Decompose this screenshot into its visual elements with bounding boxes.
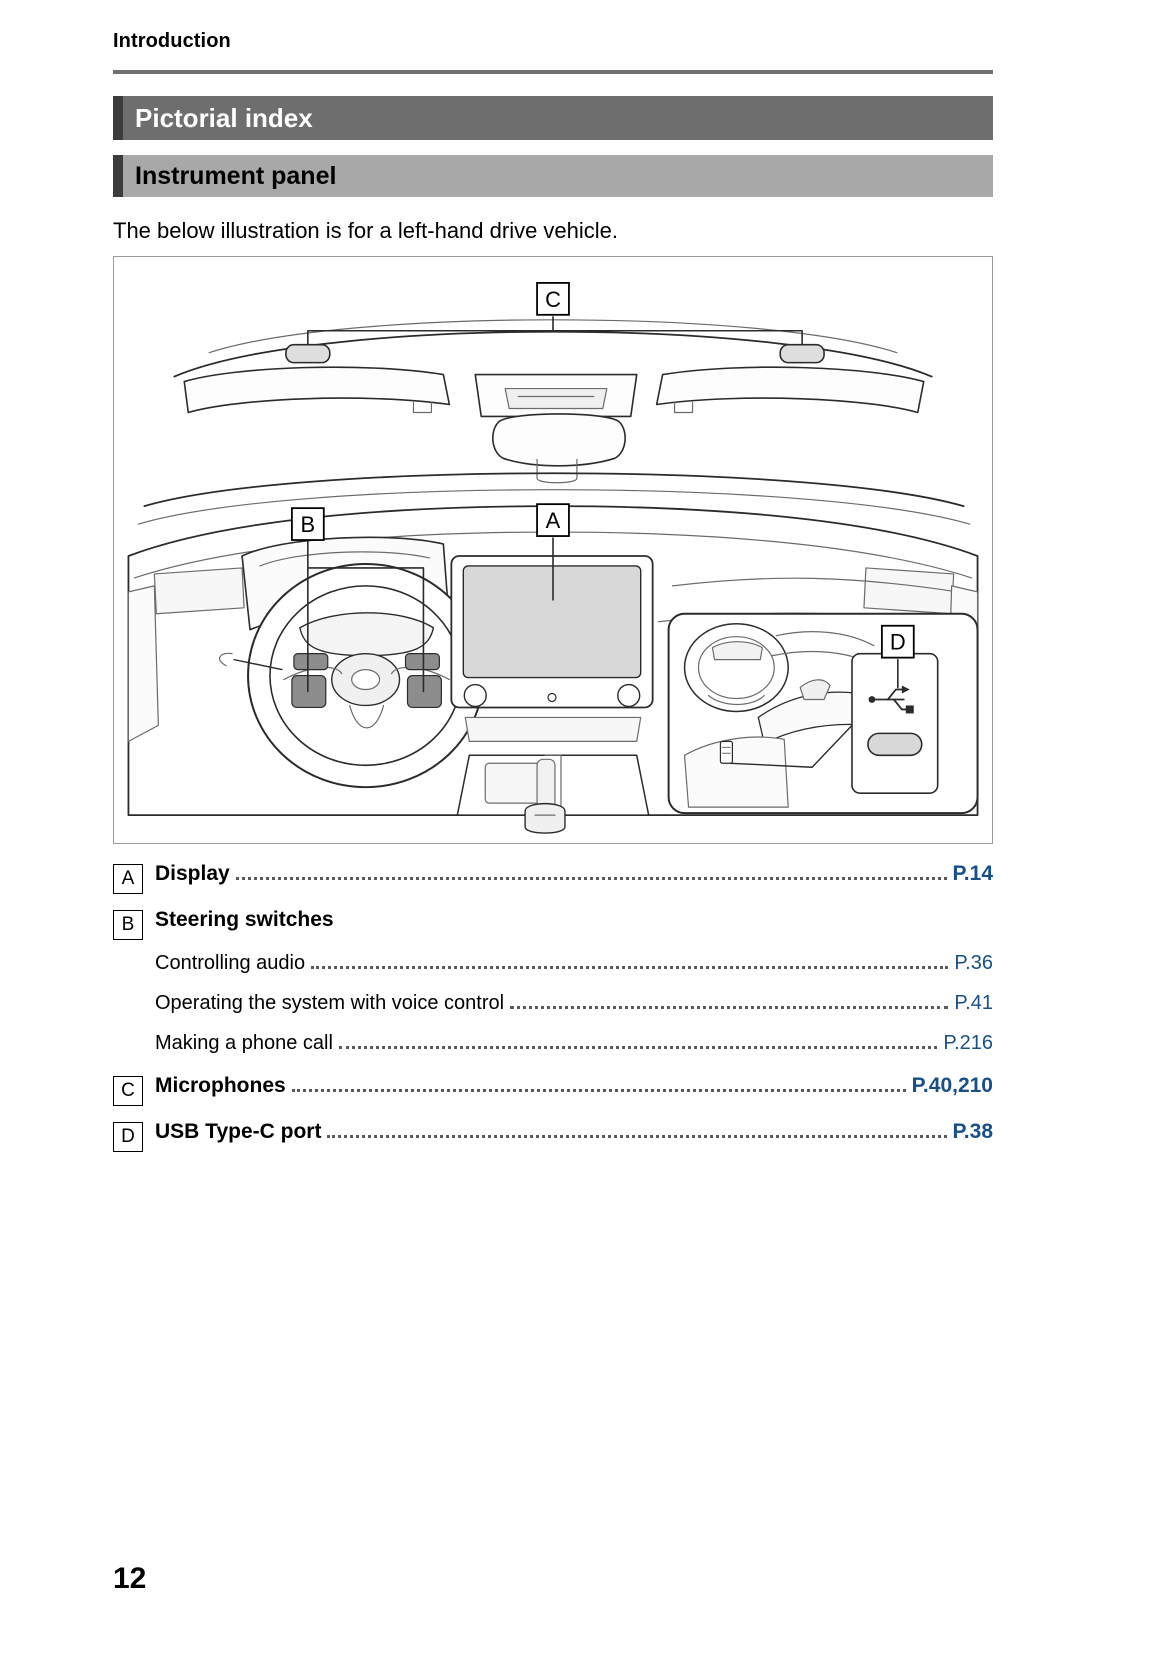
leader-dots	[339, 1045, 937, 1049]
subsection-title-text: Instrument panel	[135, 162, 337, 190]
intro-text: The below illustration is for a left-hand drive vehicle.	[113, 218, 619, 243]
legend-tag-c: C	[113, 1076, 143, 1106]
legend-tag-a: A	[113, 864, 143, 894]
legend-item-steering-switches[interactable]	[113, 906, 993, 952]
page-number: 12	[113, 1562, 147, 1595]
legend-page-microphones[interactable]: P.40,210	[911, 1074, 993, 1097]
svg-text:A: A	[545, 508, 561, 534]
legend-subitem-phone-call[interactable]	[113, 1032, 993, 1072]
subsection-title-bar	[113, 155, 993, 197]
svg-text:D: D	[889, 629, 906, 655]
legend-page-usb-port[interactable]: P.38	[952, 1120, 993, 1143]
leader-dots	[510, 1005, 948, 1009]
section-title-text: Pictorial index	[135, 103, 313, 133]
legend-label-steering-switches: Steering switches	[155, 908, 334, 931]
legend-item-display[interactable]	[113, 860, 993, 906]
running-head: Introduction	[113, 30, 231, 52]
legend-label-display: Display	[155, 862, 230, 885]
legend-tag-b: B	[113, 910, 143, 940]
instrument-panel-figure	[113, 256, 993, 844]
legend-page-controlling-audio[interactable]: P.36	[954, 952, 993, 974]
legend-label-phone-call: Making a phone call	[155, 1032, 333, 1054]
legend-label-controlling-audio: Controlling audio	[155, 952, 306, 974]
legend-page-display[interactable]: P.14	[952, 862, 993, 885]
section-title-bar	[113, 96, 993, 140]
legend-tag-d: D	[113, 1122, 143, 1152]
legend-page-phone-call[interactable]: P.216	[943, 1032, 993, 1054]
leader-dots	[292, 1088, 906, 1092]
legend-subitem-controlling-audio[interactable]	[113, 952, 993, 992]
legend-item-microphones[interactable]	[113, 1072, 993, 1118]
legend-label-usb-port: USB Type-C port	[155, 1120, 322, 1143]
legend-subitem-voice-control[interactable]	[113, 992, 993, 1032]
svg-text:C: C	[545, 286, 561, 312]
leader-dots	[236, 876, 947, 880]
leader-dots	[327, 1134, 946, 1138]
svg-text:B: B	[300, 512, 316, 538]
legend-item-usb-port[interactable]	[113, 1118, 993, 1164]
legend-page-voice-control[interactable]: P.41	[954, 992, 993, 1014]
legend-label-microphones: Microphones	[155, 1074, 286, 1097]
header-rule	[113, 70, 993, 74]
legend-list	[113, 860, 993, 1164]
leader-dots	[311, 965, 948, 969]
legend-label-voice-control: Operating the system with voice control	[155, 992, 505, 1014]
